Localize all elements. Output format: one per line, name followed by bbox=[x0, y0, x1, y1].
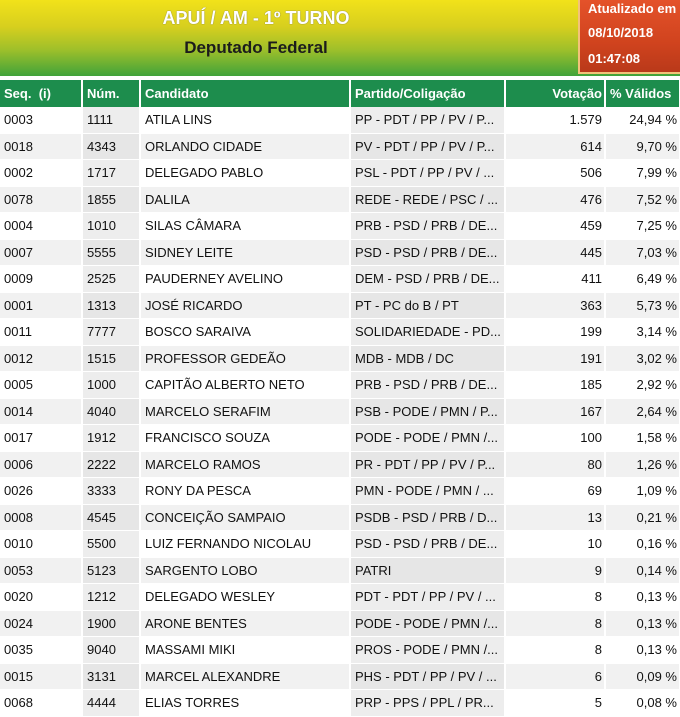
cell-party: PROS - PODE / PMN /... bbox=[350, 637, 505, 664]
cell-votes: 191 bbox=[505, 345, 605, 372]
cell-votes: 69 bbox=[505, 478, 605, 505]
cell-seq: 0024 bbox=[0, 610, 82, 637]
cell-valid-pct: 0,16 % bbox=[605, 531, 680, 558]
cell-votes: 8 bbox=[505, 610, 605, 637]
cell-candidate: ATILA LINS bbox=[140, 107, 350, 133]
cell-valid-pct: 0,13 % bbox=[605, 584, 680, 611]
cell-votes: 614 bbox=[505, 133, 605, 160]
cell-votes: 9 bbox=[505, 557, 605, 584]
cell-seq: 0011 bbox=[0, 319, 82, 346]
cell-candidate: MARCELO SERAFIM bbox=[140, 398, 350, 425]
cell-valid-pct: 0,13 % bbox=[605, 610, 680, 637]
cell-number: 9040 bbox=[82, 637, 140, 664]
cell-number: 1900 bbox=[82, 610, 140, 637]
cell-party: PRB - PSD / PRB / DE... bbox=[350, 213, 505, 240]
cell-seq: 0006 bbox=[0, 451, 82, 478]
cell-number: 4040 bbox=[82, 398, 140, 425]
cell-party: PSL - PDT / PP / PV / ... bbox=[350, 160, 505, 187]
cell-number: 7777 bbox=[82, 319, 140, 346]
cell-valid-pct: 3,02 % bbox=[605, 345, 680, 372]
cell-votes: 476 bbox=[505, 186, 605, 213]
cell-valid-pct: 7,52 % bbox=[605, 186, 680, 213]
cell-seq: 0014 bbox=[0, 398, 82, 425]
cell-party: PRB - PSD / PRB / DE... bbox=[350, 372, 505, 399]
cell-candidate: BOSCO SARAIVA bbox=[140, 319, 350, 346]
cell-valid-pct: 2,64 % bbox=[605, 398, 680, 425]
cell-candidate: SIDNEY LEITE bbox=[140, 239, 350, 266]
cell-valid-pct: 0,09 % bbox=[605, 663, 680, 690]
cell-party: PT - PC do B / PT bbox=[350, 292, 505, 319]
cell-seq: 0017 bbox=[0, 425, 82, 452]
table-row[interactable] bbox=[0, 319, 680, 346]
table-row[interactable] bbox=[0, 372, 680, 399]
cell-valid-pct: 5,73 % bbox=[605, 292, 680, 319]
cell-votes: 6 bbox=[505, 663, 605, 690]
cell-votes: 5 bbox=[505, 690, 605, 717]
cell-valid-pct: 9,70 % bbox=[605, 133, 680, 160]
cell-votes: 13 bbox=[505, 504, 605, 531]
cell-votes: 459 bbox=[505, 213, 605, 240]
cell-valid-pct: 7,03 % bbox=[605, 239, 680, 266]
cell-valid-pct: 1,09 % bbox=[605, 478, 680, 505]
cell-seq: 0068 bbox=[0, 690, 82, 717]
office-title: Deputado Federal bbox=[184, 38, 328, 57]
table-row[interactable] bbox=[0, 425, 680, 452]
cell-valid-pct: 0,21 % bbox=[605, 504, 680, 531]
cell-votes: 363 bbox=[505, 292, 605, 319]
table-row[interactable] bbox=[0, 478, 680, 505]
col-header-votes[interactable]: Votação bbox=[505, 80, 605, 107]
cell-number: 2525 bbox=[82, 266, 140, 293]
table-row[interactable] bbox=[0, 213, 680, 240]
cell-number: 1313 bbox=[82, 292, 140, 319]
cell-party: DEM - PSD / PRB / DE... bbox=[350, 266, 505, 293]
cell-seq: 0008 bbox=[0, 504, 82, 531]
cell-valid-pct: 0,08 % bbox=[605, 690, 680, 717]
col-header-candidate[interactable]: Candidato bbox=[140, 80, 350, 107]
table-row[interactable] bbox=[0, 531, 680, 558]
cell-candidate: DALILA bbox=[140, 186, 350, 213]
cell-seq: 0005 bbox=[0, 372, 82, 399]
cell-number: 1912 bbox=[82, 425, 140, 452]
cell-seq: 0053 bbox=[0, 557, 82, 584]
results-table bbox=[0, 80, 680, 717]
table-row[interactable] bbox=[0, 107, 680, 133]
cell-party: PRP - PPS / PPL / PR... bbox=[350, 690, 505, 717]
table-row[interactable] bbox=[0, 663, 680, 690]
table-row[interactable] bbox=[0, 557, 680, 584]
cell-seq: 0018 bbox=[0, 133, 82, 160]
cell-candidate: ORLANDO CIDADE bbox=[140, 133, 350, 160]
table-row[interactable] bbox=[0, 398, 680, 425]
election-title: APUÍ / AM - 1º TURNO bbox=[162, 8, 350, 28]
cell-valid-pct: 0,13 % bbox=[605, 637, 680, 664]
cell-number: 3333 bbox=[82, 478, 140, 505]
cell-seq: 0012 bbox=[0, 345, 82, 372]
cell-seq: 0078 bbox=[0, 186, 82, 213]
table-row[interactable] bbox=[0, 504, 680, 531]
cell-candidate: ELIAS TORRES bbox=[140, 690, 350, 717]
cell-valid-pct: 6,49 % bbox=[605, 266, 680, 293]
cell-votes: 80 bbox=[505, 451, 605, 478]
cell-party: PSDB - PSD / PRB / D... bbox=[350, 504, 505, 531]
col-header-seq[interactable]: Seq. (i) bbox=[0, 80, 82, 107]
table-row[interactable] bbox=[0, 451, 680, 478]
table-header-row bbox=[0, 80, 680, 107]
cell-votes: 411 bbox=[505, 266, 605, 293]
cell-votes: 1.579 bbox=[505, 107, 605, 133]
cell-seq: 0004 bbox=[0, 213, 82, 240]
cell-seq: 0015 bbox=[0, 663, 82, 690]
table-row[interactable] bbox=[0, 186, 680, 213]
cell-seq: 0002 bbox=[0, 160, 82, 187]
cell-party: PMN - PODE / PMN / ... bbox=[350, 478, 505, 505]
cell-number: 4343 bbox=[82, 133, 140, 160]
cell-party: PSB - PODE / PMN / P... bbox=[350, 398, 505, 425]
cell-votes: 10 bbox=[505, 531, 605, 558]
cell-number: 2222 bbox=[82, 451, 140, 478]
cell-party: PHS - PDT / PP / PV / ... bbox=[350, 663, 505, 690]
cell-number: 1515 bbox=[82, 345, 140, 372]
cell-candidate: LUIZ FERNANDO NICOLAU bbox=[140, 531, 350, 558]
cell-party: SOLIDARIEDADE - PD... bbox=[350, 319, 505, 346]
info-icon[interactable]: (i) bbox=[38, 86, 51, 101]
cell-number: 1212 bbox=[82, 584, 140, 611]
cell-valid-pct: 2,92 % bbox=[605, 372, 680, 399]
updated-label: Atualizado em bbox=[588, 1, 677, 16]
cell-votes: 506 bbox=[505, 160, 605, 187]
cell-candidate: FRANCISCO SOUZA bbox=[140, 425, 350, 452]
cell-candidate: MARCEL ALEXANDRE bbox=[140, 663, 350, 690]
cell-number: 5123 bbox=[82, 557, 140, 584]
cell-votes: 185 bbox=[505, 372, 605, 399]
cell-votes: 445 bbox=[505, 239, 605, 266]
cell-number: 1717 bbox=[82, 160, 140, 187]
cell-valid-pct: 7,99 % bbox=[605, 160, 680, 187]
cell-number: 4444 bbox=[82, 690, 140, 717]
cell-party: PDT - PDT / PP / PV / ... bbox=[350, 584, 505, 611]
cell-votes: 167 bbox=[505, 398, 605, 425]
cell-votes: 8 bbox=[505, 637, 605, 664]
cell-valid-pct: 7,25 % bbox=[605, 213, 680, 240]
cell-valid-pct: 3,14 % bbox=[605, 319, 680, 346]
cell-seq: 0009 bbox=[0, 266, 82, 293]
cell-seq: 0020 bbox=[0, 584, 82, 611]
cell-party: PR - PDT / PP / PV / P... bbox=[350, 451, 505, 478]
table-row[interactable] bbox=[0, 292, 680, 319]
cell-candidate: JOSÉ RICARDO bbox=[140, 292, 350, 319]
table-row[interactable] bbox=[0, 637, 680, 664]
update-status-box bbox=[578, 0, 680, 74]
col-header-num[interactable]: Núm. bbox=[82, 80, 140, 107]
cell-seq: 0003 bbox=[0, 107, 82, 133]
cell-candidate: MASSAMI MIKI bbox=[140, 637, 350, 664]
cell-number: 5555 bbox=[82, 239, 140, 266]
col-header-valid-pct[interactable]: % Válidos bbox=[605, 80, 680, 107]
cell-candidate: ARONE BENTES bbox=[140, 610, 350, 637]
table-row[interactable] bbox=[0, 610, 680, 637]
table-row[interactable] bbox=[0, 239, 680, 266]
cell-number: 4545 bbox=[82, 504, 140, 531]
cell-candidate: PAUDERNEY AVELINO bbox=[140, 266, 350, 293]
cell-party: PSD - PSD / PRB / DE... bbox=[350, 239, 505, 266]
cell-candidate: SILAS CÂMARA bbox=[140, 213, 350, 240]
cell-party: PP - PDT / PP / PV / P... bbox=[350, 107, 505, 133]
cell-party: MDB - MDB / DC bbox=[350, 345, 505, 372]
table-row[interactable] bbox=[0, 160, 680, 187]
cell-party: PV - PDT / PP / PV / P... bbox=[350, 133, 505, 160]
cell-candidate: CAPITÃO ALBERTO NETO bbox=[140, 372, 350, 399]
cell-candidate: CONCEIÇÃO SAMPAIO bbox=[140, 504, 350, 531]
cell-number: 3131 bbox=[82, 663, 140, 690]
cell-valid-pct: 1,58 % bbox=[605, 425, 680, 452]
cell-candidate: PROFESSOR GEDEÃO bbox=[140, 345, 350, 372]
cell-party: PODE - PODE / PMN /... bbox=[350, 425, 505, 452]
table-row[interactable] bbox=[0, 690, 680, 717]
table-row[interactable] bbox=[0, 133, 680, 160]
cell-valid-pct: 0,14 % bbox=[605, 557, 680, 584]
col-header-party[interactable]: Partido/Coligação bbox=[350, 80, 505, 107]
cell-candidate: RONY DA PESCA bbox=[140, 478, 350, 505]
cell-number: 1000 bbox=[82, 372, 140, 399]
cell-valid-pct: 1,26 % bbox=[605, 451, 680, 478]
cell-party: REDE - REDE / PSC / ... bbox=[350, 186, 505, 213]
results-header bbox=[0, 0, 680, 76]
cell-candidate: MARCELO RAMOS bbox=[140, 451, 350, 478]
cell-seq: 0010 bbox=[0, 531, 82, 558]
cell-candidate: DELEGADO PABLO bbox=[140, 160, 350, 187]
cell-seq: 0007 bbox=[0, 239, 82, 266]
cell-party: PSD - PSD / PRB / DE... bbox=[350, 531, 505, 558]
table-body bbox=[0, 107, 680, 716]
updated-time: 01:47:08 bbox=[588, 51, 641, 66]
header-titles bbox=[0, 0, 578, 76]
table-row[interactable] bbox=[0, 345, 680, 372]
cell-seq: 0001 bbox=[0, 292, 82, 319]
cell-number: 5500 bbox=[82, 531, 140, 558]
table-row[interactable] bbox=[0, 266, 680, 293]
cell-votes: 199 bbox=[505, 319, 605, 346]
cell-candidate: SARGENTO LOBO bbox=[140, 557, 350, 584]
cell-party: PATRI bbox=[350, 557, 505, 584]
cell-number: 1111 bbox=[82, 107, 140, 133]
cell-seq: 0026 bbox=[0, 478, 82, 505]
cell-votes: 8 bbox=[505, 584, 605, 611]
cell-valid-pct: 24,94 % bbox=[605, 107, 680, 133]
cell-votes: 100 bbox=[505, 425, 605, 452]
table-row[interactable] bbox=[0, 584, 680, 611]
cell-number: 1010 bbox=[82, 213, 140, 240]
cell-candidate: DELEGADO WESLEY bbox=[140, 584, 350, 611]
cell-seq: 0035 bbox=[0, 637, 82, 664]
cell-party: PODE - PODE / PMN /... bbox=[350, 610, 505, 637]
cell-number: 1855 bbox=[82, 186, 140, 213]
updated-date: 08/10/2018 bbox=[588, 25, 654, 40]
